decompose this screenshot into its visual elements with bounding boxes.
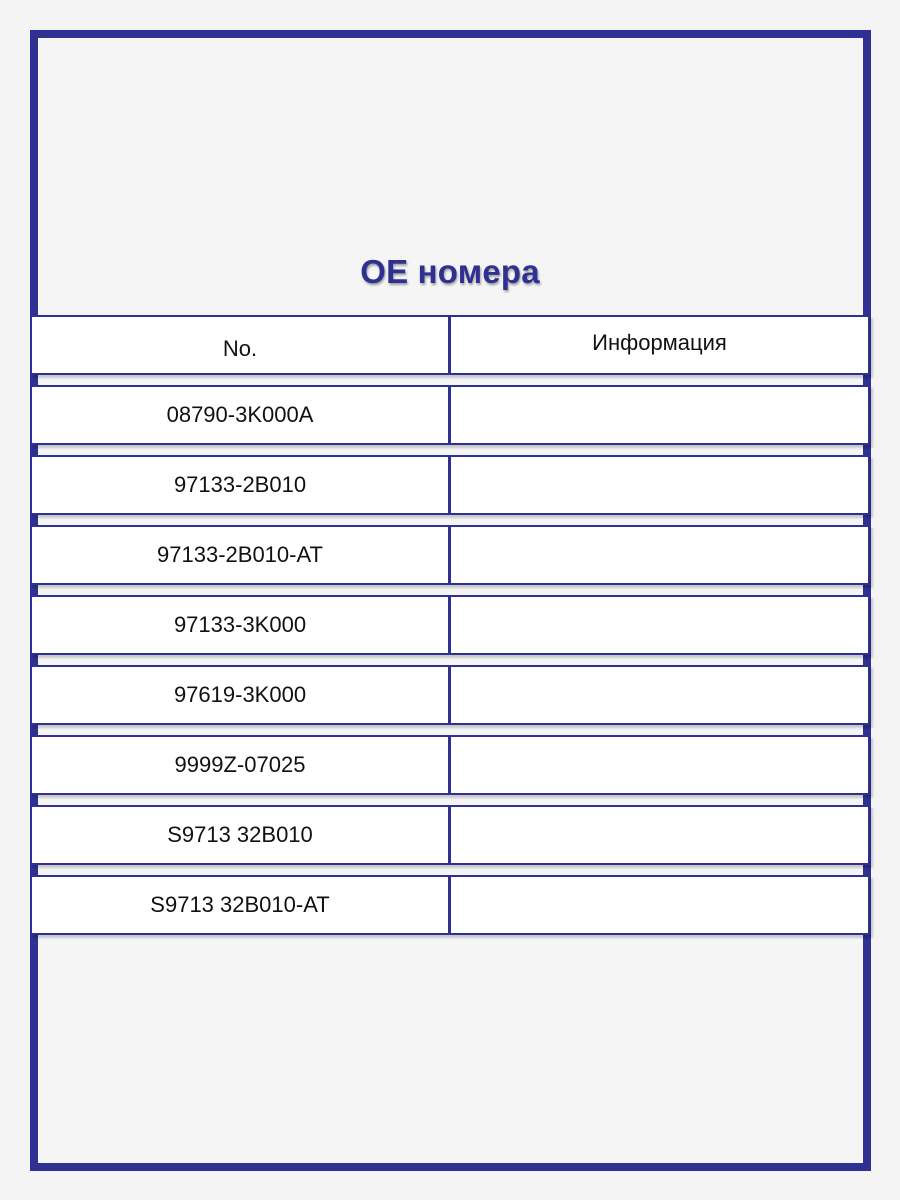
cell-info: [451, 457, 868, 513]
table-row: [30, 455, 870, 515]
page-title: OE номера: [360, 253, 540, 290]
cell-no: S9713 32B010: [32, 807, 451, 863]
table-row: [30, 525, 870, 585]
cell-info: [451, 597, 868, 653]
table-row: [30, 595, 870, 655]
table-row: [30, 665, 870, 725]
table-row: [30, 385, 870, 445]
cell-no: 97133-2B010-AT: [32, 527, 451, 583]
cell-info: [451, 877, 868, 933]
cell-no: 97619-3K000: [32, 667, 451, 723]
cell-info: [451, 527, 868, 583]
cell-info: [451, 807, 868, 863]
table-row: [30, 805, 870, 865]
cell-info: [451, 667, 868, 723]
cell-no: 97133-3K000: [32, 597, 451, 653]
table-row: [30, 735, 870, 795]
cell-info: [451, 737, 868, 793]
cell-no: 08790-3K000A: [32, 387, 451, 443]
cell-info: [451, 387, 868, 443]
header-info: Информация: [451, 317, 868, 373]
cell-no: 97133-2B010: [32, 457, 451, 513]
cell-no: S9713 32B010-AT: [32, 877, 451, 933]
cell-no: 9999Z-07025: [32, 737, 451, 793]
header-no: No.: [32, 317, 451, 373]
table-row: [30, 875, 870, 935]
table-header-row: [30, 315, 870, 375]
